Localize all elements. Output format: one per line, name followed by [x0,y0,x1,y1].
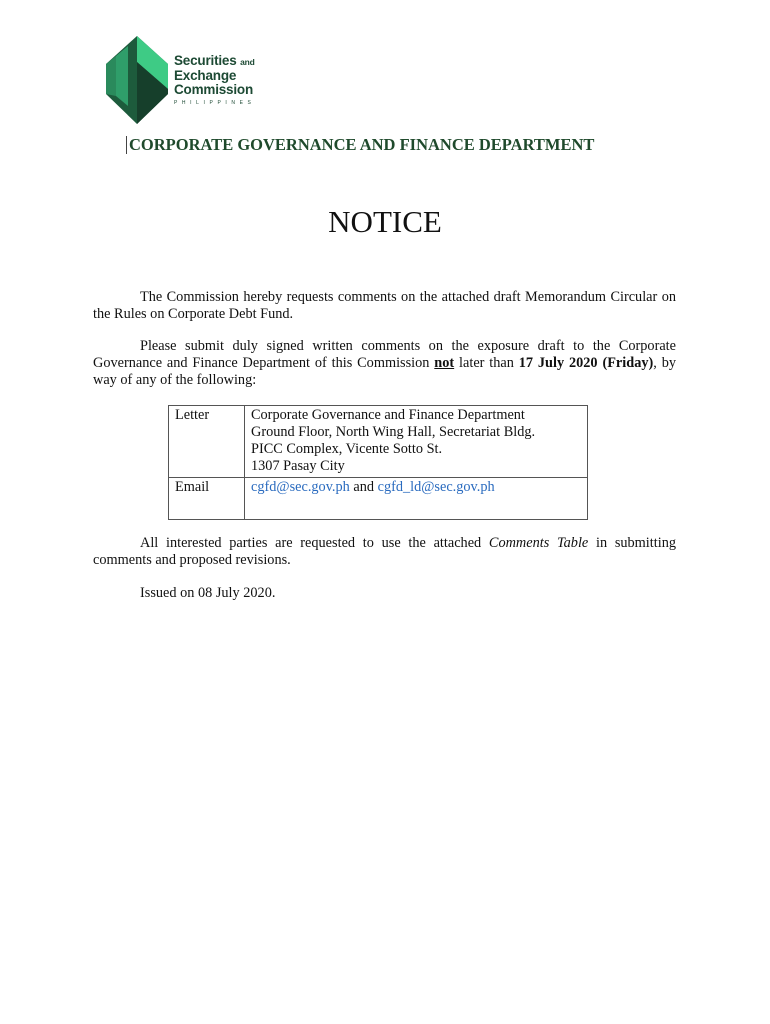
contact-table [168,405,588,520]
address-line: Corporate Governance and Finance Department [251,407,525,423]
paragraph-submit-text-3: , by way of any of the following: [93,355,676,388]
paragraph-request [93,289,676,323]
logo-line-and: and [240,57,255,67]
paragraph-request-text: The Commission hereby requests comments on the attached draft Memorandum Circular on the Rules on Corporate Debt Fund. [93,289,676,322]
deadline-date: 17 July 2020 [518,355,598,371]
department-heading: CORPORATE GOVERNANCE AND FINANCE DEPARTMENT [126,136,594,154]
letter-label: Letter [169,406,245,478]
paragraph-comments-text-2: in submitting comments and proposed revisions. [93,535,676,568]
issued-date-text: Issued on 08 July 2020. [140,585,276,601]
paragraph-submit-text-1: Please submit duly signed written comments on the exposure draft to the Corporate Governance and Finance Department of this Commission [93,338,676,371]
letter-address [245,406,588,478]
paragraph-submit-text-2: later than [454,355,519,371]
address-line: Ground Floor, North Wing Hall, Secretariat Bldg. [251,424,536,440]
logo-country: PHILIPPINES [174,100,256,106]
paragraph-comments-table [93,535,676,569]
paragraph-comments-text-1: All interested parties are requested to use the attached [140,535,489,551]
comments-table-title: Comments Table [488,535,589,551]
address-line: 1307 Pasay City [251,458,345,474]
email-link-cgfd-ld[interactable]: cgfd_ld@sec.gov.ph [377,479,495,495]
logo-line-exchange: Exchange [174,68,237,83]
sec-logo [104,34,274,126]
email-link-cgfd[interactable]: cgfd@sec.gov.ph [251,479,350,495]
email-addresses [245,478,588,520]
sec-logo-emblem-icon [104,34,170,126]
notice-title: NOTICE [328,204,442,239]
issued-date [93,585,676,602]
deadline-day: (Friday) [602,355,654,371]
paragraph-submit [93,338,676,389]
table-row-email [169,478,588,520]
address-line: PICC Complex, Vicente Sotto St. [251,441,443,457]
table-row-letter [169,406,588,478]
logo-line-commission: Commission [174,82,254,97]
logo-line-securities: Securities [174,53,237,68]
email-and: and [349,479,378,495]
email-label: Email [169,478,245,520]
emphasis-not: not [434,355,455,371]
sec-logo-wordmark [174,54,255,106]
